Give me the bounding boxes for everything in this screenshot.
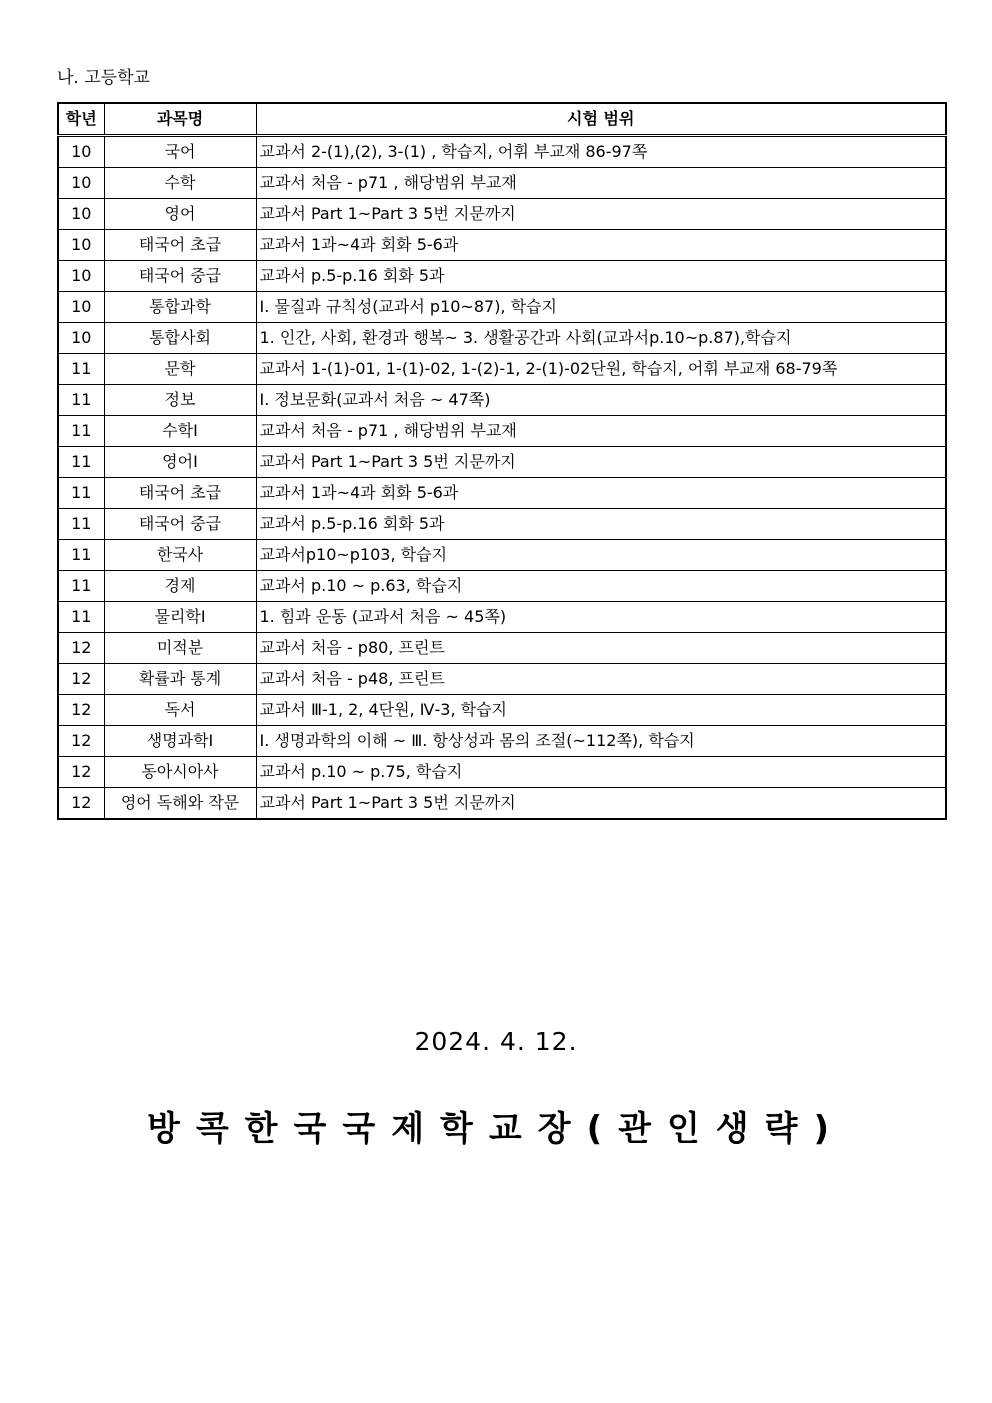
range-cell: 교과서 Part 1~Part 3 5번 지문까지 (256, 199, 946, 230)
subject-cell: 독서 (104, 695, 256, 726)
table-row (58, 664, 946, 695)
table-row (58, 726, 946, 757)
range-cell: 교과서 처음 - p71 , 해당범위 부교재 (256, 416, 946, 447)
subject-cell: 태국어 초급 (104, 230, 256, 261)
range-cell: 교과서 p.5-p.16 회화 5과 (256, 509, 946, 540)
grade-cell: 11 (58, 478, 104, 509)
grade-cell: 11 (58, 540, 104, 571)
grade-cell: 12 (58, 726, 104, 757)
subject-cell: 수학 (104, 168, 256, 199)
range-cell: 교과서 p.5-p.16 회화 5과 (256, 261, 946, 292)
grade-cell: 11 (58, 509, 104, 540)
range-cell: 교과서 1과~4과 회화 5-6과 (256, 230, 946, 261)
range-cell: Ⅰ. 생명과학의 이해 ~ Ⅲ. 항상성과 몸의 조절(~112쪽), 학습지 (256, 726, 946, 757)
table-row (58, 323, 946, 354)
grade-cell: 10 (58, 199, 104, 230)
table-row (58, 292, 946, 323)
table-header-row (58, 103, 946, 136)
range-cell: 교과서p10~p103, 학습지 (256, 540, 946, 571)
table-row (58, 509, 946, 540)
subject-cell: 통합사회 (104, 323, 256, 354)
range-cell: 교과서 Ⅲ-1, 2, 4단원, Ⅳ-3, 학습지 (256, 695, 946, 726)
grade-cell: 10 (58, 168, 104, 199)
table-row (58, 571, 946, 602)
range-cell: 교과서 처음 - p71 , 해당범위 부교재 (256, 168, 946, 199)
grade-cell: 12 (58, 695, 104, 726)
subject-cell: 생명과학Ⅰ (104, 726, 256, 757)
table-row (58, 695, 946, 726)
range-cell: 교과서 처음 - p80, 프린트 (256, 633, 946, 664)
table-row (58, 354, 946, 385)
document-date: 2024. 4. 12. (414, 1027, 578, 1056)
subject-cell: 태국어 중급 (104, 509, 256, 540)
header-grade: 학년 (58, 103, 104, 136)
subject-cell: 문학 (104, 354, 256, 385)
grade-cell: 10 (58, 136, 104, 168)
grade-cell: 11 (58, 571, 104, 602)
table-row (58, 788, 946, 820)
grade-cell: 10 (58, 230, 104, 261)
subject-cell: 영어Ⅰ (104, 447, 256, 478)
table-body (58, 136, 946, 820)
subject-cell: 확률과 통계 (104, 664, 256, 695)
table-row (58, 478, 946, 509)
grade-cell: 12 (58, 633, 104, 664)
grade-cell: 11 (58, 385, 104, 416)
table-row (58, 168, 946, 199)
subject-cell: 영어 (104, 199, 256, 230)
table-row (58, 261, 946, 292)
table-row (58, 385, 946, 416)
subject-cell: 한국사 (104, 540, 256, 571)
range-cell: 교과서 p.10 ~ p.75, 학습지 (256, 757, 946, 788)
header-subject: 과목명 (104, 103, 256, 136)
grade-cell: 12 (58, 757, 104, 788)
table-row (58, 602, 946, 633)
header-range: 시험 범위 (256, 103, 946, 136)
subject-cell: 경제 (104, 571, 256, 602)
subject-cell: 국어 (104, 136, 256, 168)
table-row (58, 633, 946, 664)
grade-cell: 10 (58, 292, 104, 323)
range-cell: 1. 인간, 사회, 환경과 행복~ 3. 생활공간과 사회(교과서p.10~p.87),학습지 (256, 323, 946, 354)
range-cell: Ⅰ. 정보문화(교과서 처음 ~ 47쪽) (256, 385, 946, 416)
grade-cell: 11 (58, 602, 104, 633)
range-cell: 교과서 2-(1),(2), 3-(1) , 학습지, 어휘 부교재 86-97쪽 (256, 136, 946, 168)
table-row (58, 447, 946, 478)
range-cell: 교과서 1과~4과 회화 5-6과 (256, 478, 946, 509)
table-row (58, 757, 946, 788)
issuer-signature: 방콕한국국제학교장(관인생략) (146, 1109, 846, 1149)
range-cell: Ⅰ. 물질과 규칙성(교과서 p10~87), 학습지 (256, 292, 946, 323)
range-cell: 1. 힘과 운동 (교과서 처음 ~ 45쪽) (256, 602, 946, 633)
table-row (58, 416, 946, 447)
range-cell: 교과서 p.10 ~ p.63, 학습지 (256, 571, 946, 602)
grade-cell: 12 (58, 664, 104, 695)
subject-cell: 수학Ⅰ (104, 416, 256, 447)
range-cell: 교과서 처음 - p48, 프린트 (256, 664, 946, 695)
subject-cell: 동아시아사 (104, 757, 256, 788)
subject-cell: 미적분 (104, 633, 256, 664)
range-cell: 교과서 Part 1~Part 3 5번 지문까지 (256, 788, 946, 820)
grade-cell: 10 (58, 323, 104, 354)
exam-range-table (57, 102, 947, 820)
table-row (58, 136, 946, 168)
grade-cell: 10 (58, 261, 104, 292)
grade-cell: 12 (58, 788, 104, 820)
subject-cell: 태국어 초급 (104, 478, 256, 509)
subject-cell: 태국어 중급 (104, 261, 256, 292)
subject-cell: 물리학Ⅰ (104, 602, 256, 633)
grade-cell: 11 (58, 416, 104, 447)
subject-cell: 영어 독해와 작문 (104, 788, 256, 820)
range-cell: 교과서 Part 1~Part 3 5번 지문까지 (256, 447, 946, 478)
subject-cell: 정보 (104, 385, 256, 416)
subject-cell: 통합과학 (104, 292, 256, 323)
grade-cell: 11 (58, 354, 104, 385)
table-row (58, 230, 946, 261)
table-row (58, 540, 946, 571)
range-cell: 교과서 1-(1)-01, 1-(1)-02, 1-(2)-1, 2-(1)-02단원, 학습지, 어휘 부교재 68-79쪽 (256, 354, 946, 385)
section-heading: 나. 고등학교 (57, 68, 150, 88)
table-row (58, 199, 946, 230)
grade-cell: 11 (58, 447, 104, 478)
